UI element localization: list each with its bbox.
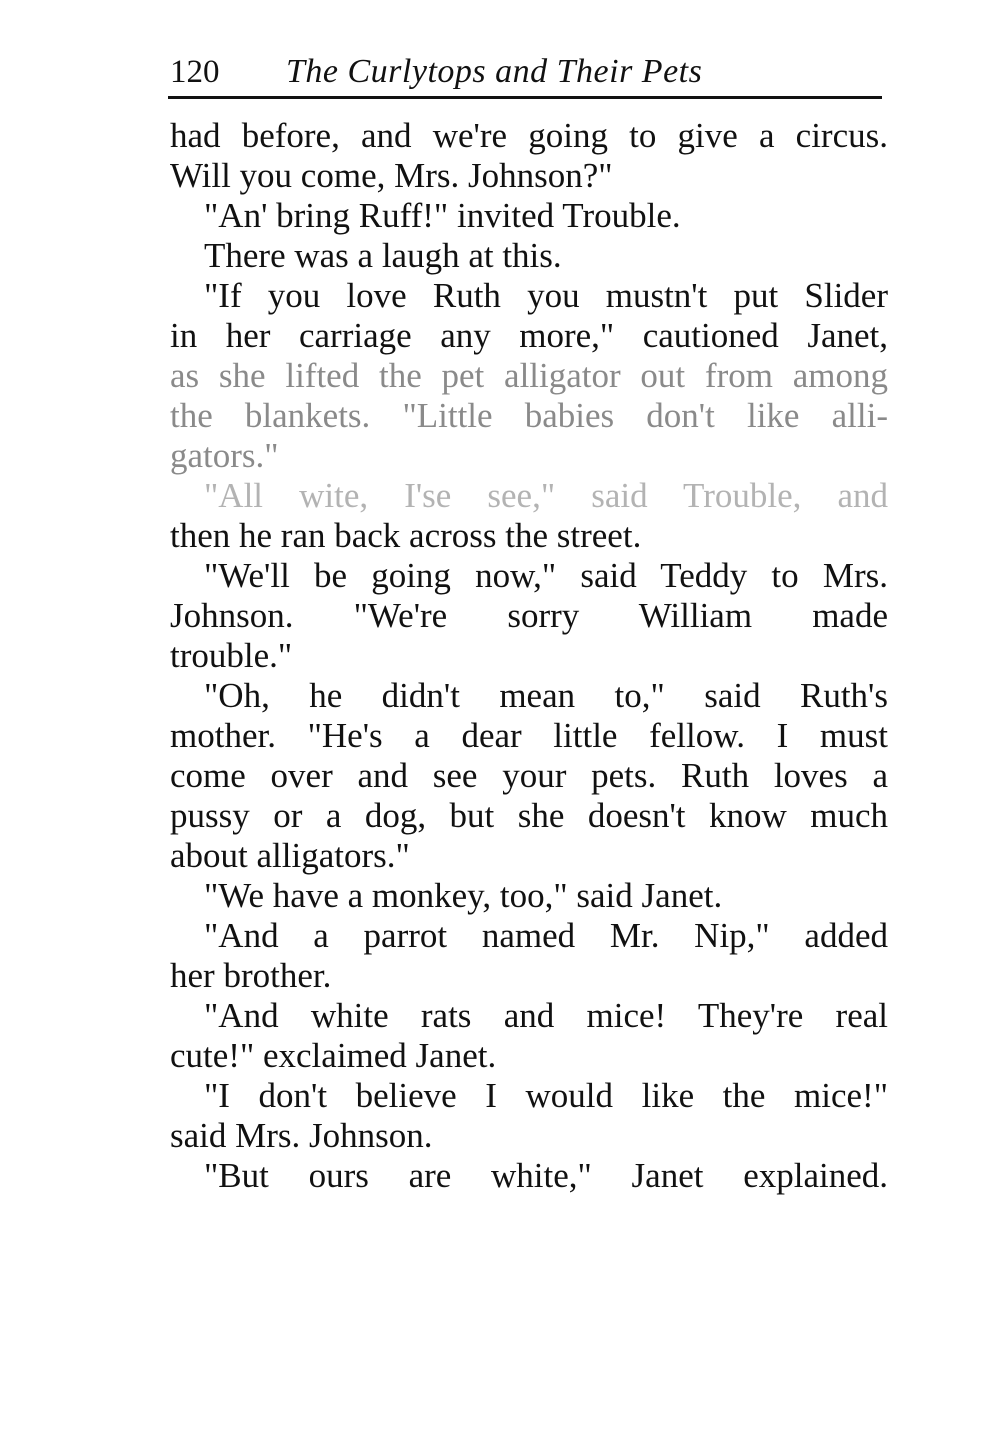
page-number: 120	[170, 54, 220, 90]
text-line: Johnson. "We're sorry William made	[170, 596, 888, 635]
text-line: "But ours are white," Janet explained.	[204, 1156, 888, 1195]
text-line: "And white rats and mice! They're real	[204, 996, 888, 1035]
text-line: then he ran back across the street.	[170, 516, 642, 555]
text-line: come over and see your pets. Ruth loves a	[170, 756, 888, 795]
text-line: pussy or a dog, but she doesn't know much	[170, 796, 888, 835]
text-line: "We have a monkey, too," said Janet.	[204, 876, 723, 915]
text-line: as she lifted the pet alligator out from among	[170, 356, 888, 395]
text-line: her brother.	[170, 956, 332, 995]
page-header	[168, 50, 883, 94]
text-line: about alligators."	[170, 836, 410, 875]
text-line: trouble."	[170, 636, 293, 675]
text-line: said Mrs. Johnson.	[170, 1116, 433, 1155]
text-line: "If you love Ruth you mustn't put Slider	[204, 276, 888, 315]
text-line: the blankets. "Little babies don't like alli-	[170, 396, 888, 435]
text-line: "And a parrot named Mr. Nip," added	[204, 916, 888, 955]
text-line: cute!" exclaimed Janet.	[170, 1036, 497, 1075]
text-line: "I don't believe I would like the mice!"	[204, 1076, 888, 1115]
header-rule	[168, 96, 882, 99]
text-line: mother. "He's a dear little fellow. I must	[170, 716, 888, 755]
text-line: "An' bring Ruff!" invited Trouble.	[204, 196, 681, 235]
text-line: Will you come, Mrs. Johnson?"	[170, 156, 613, 195]
text-line: There was a laugh at this.	[204, 236, 562, 275]
text-line: "We'll be going now," said Teddy to Mrs.	[204, 556, 888, 595]
text-line: "All wite, I'se see," said Trouble, and	[204, 476, 888, 515]
text-line: in her carriage any more," cautioned Janet,	[170, 316, 888, 355]
text-line: had before, and we're going to give a circus.	[170, 116, 888, 155]
text-line: gators."	[170, 436, 279, 475]
running-head: The Curlytops and Their Pets	[286, 53, 703, 90]
text-line: "Oh, he didn't mean to," said Ruth's	[204, 676, 888, 715]
body-text	[170, 116, 888, 1196]
